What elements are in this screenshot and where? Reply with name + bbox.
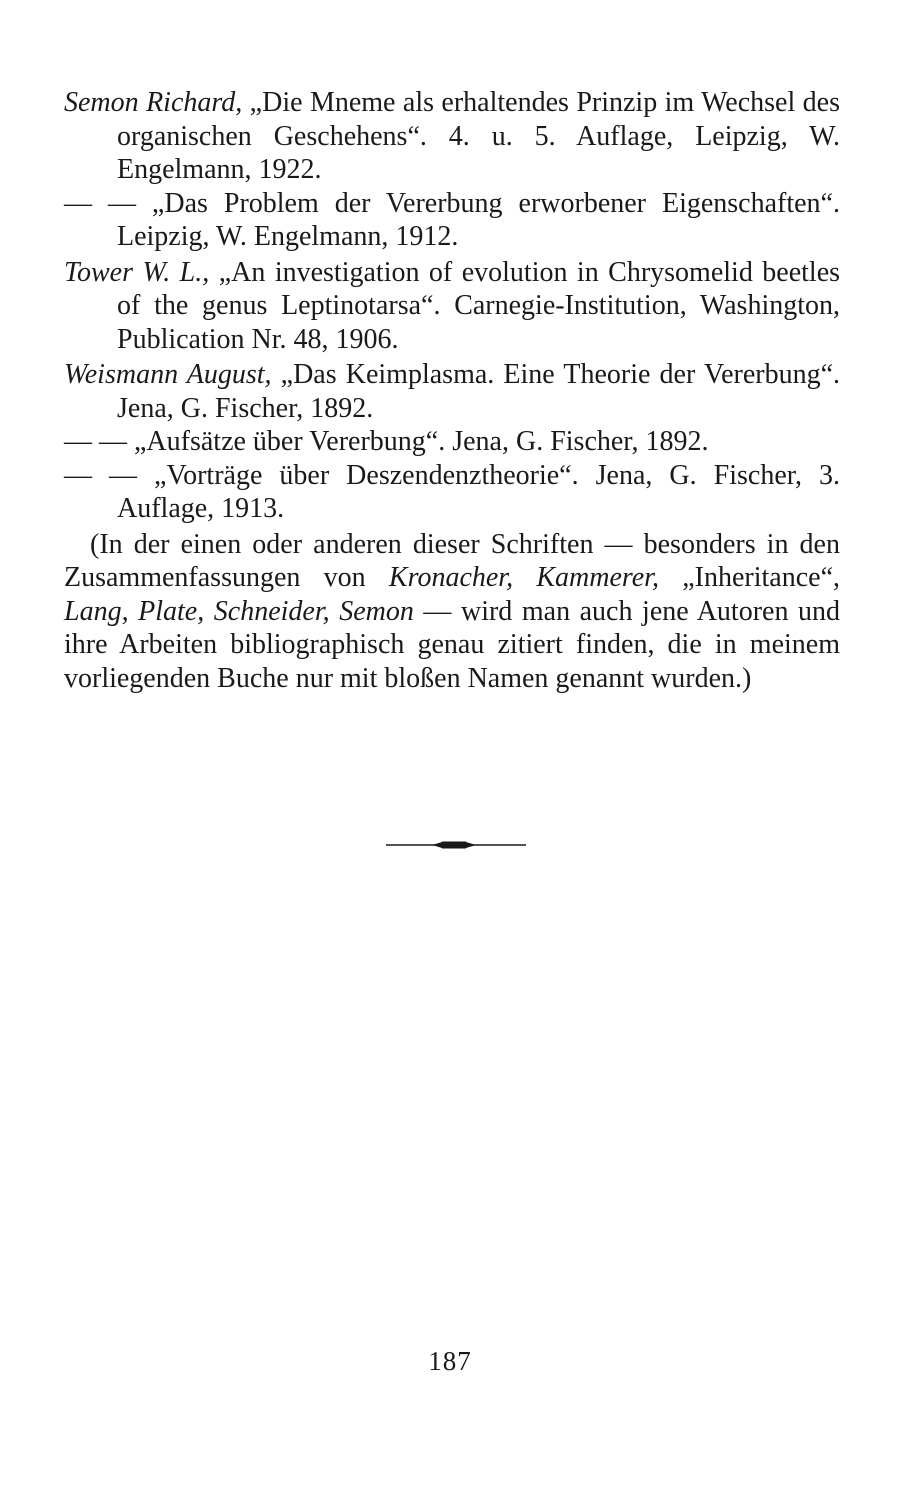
reference-author: Weismann August, (64, 359, 272, 390)
note-authors: Lang, Plate, Schneider, Semon (64, 595, 414, 627)
reference-text: „Die Mneme als erhaltendes Prinzip im Wechsel des organischen Geschehens“. 4. u. 5. Auflage, Leipzig, W. Engelmann, 1922. (117, 87, 840, 185)
reference-text: — — „Aufsätze über Vererbung“. Jena, G. Fischer, 1892. (64, 426, 709, 457)
note-authors: Kronacher, Kammerer, (388, 562, 659, 593)
reference-entry-weismann-keimplasma (64, 358, 840, 425)
note-text: „Inheritance“, (682, 562, 841, 593)
reference-entry-semon-vererbung (64, 187, 840, 254)
reference-text: — — „Vorträge über Deszendenztheorie“. Jena, G. Fischer, 3. Auflage, 1913. (64, 459, 840, 524)
reference-author: Tower W. L., (64, 256, 210, 288)
reference-text: — — „Das Problem der Vererbung erworbener Eigenschaften“. Leipzig, W. Engelmann, 1912. (64, 187, 840, 252)
bibliography-note (64, 528, 840, 696)
bibliography-text (64, 86, 840, 695)
reference-entry-semon-mneme (64, 86, 840, 187)
reference-text: „Das Keimplasma. Eine Theorie der Vererbung“. Jena, G. Fischer, 1892. (117, 359, 840, 424)
reference-entry-weismann-aufsaetze (64, 425, 840, 459)
reference-entry-weismann-vortraege (64, 459, 840, 526)
reference-entry-tower (64, 256, 840, 357)
note-text: (In der einen oder anderen dieser Schriften — besonders in den Zusammenfassungen von (64, 528, 840, 593)
reference-text: „An investigation of evolution in Chrysomelid beetles of the genus Leptinotarsa“. Carnegie-Institution, Washington, Publication Nr. 48, 1906. (117, 256, 841, 355)
reference-author: Semon Richard, (64, 87, 243, 118)
note-text: — wird man auch jene Autoren und ihre Arbeiten bibliographisch genau zitiert finden, die in meinem vorliegenden Buche nur mit bloßen Namen genannt wurden.) (64, 595, 841, 694)
section-end-ornament (386, 838, 526, 852)
page-number: 187 (428, 1346, 472, 1376)
